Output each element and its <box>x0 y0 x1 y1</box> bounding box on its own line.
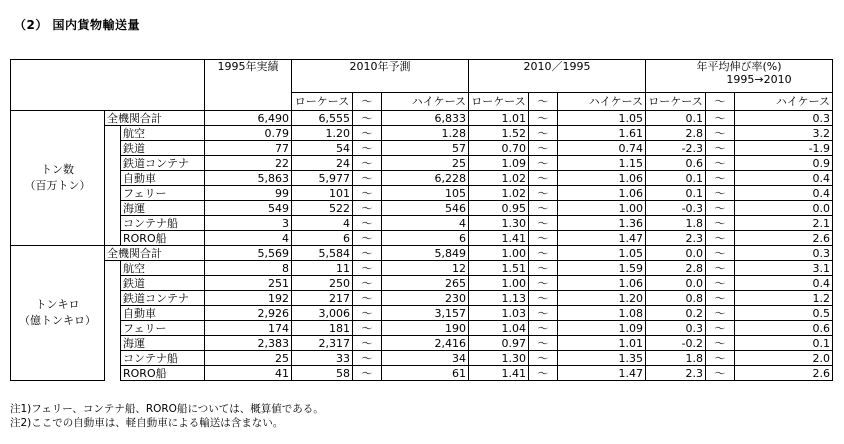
tilde: ～ <box>353 171 382 186</box>
table-row <box>11 321 833 336</box>
tilde: ～ <box>353 111 382 126</box>
mode-name: 全機関合計 <box>105 246 205 261</box>
sub-tilde-2010: ～ <box>353 92 382 110</box>
sub-high-ratio: ハイケース <box>558 92 646 110</box>
value-1995: 549 <box>205 201 292 216</box>
freight-volume-table <box>10 59 833 381</box>
forecast-high: 6,228 <box>382 171 469 186</box>
forecast-low: 181 <box>292 321 353 336</box>
forecast-low: 101 <box>292 186 353 201</box>
growth-low: 2.8 <box>646 126 706 141</box>
value-1995: 192 <box>205 291 292 306</box>
table-row <box>11 366 833 381</box>
tilde: ～ <box>529 366 558 381</box>
tilde: ～ <box>353 186 382 201</box>
ratio-low: 1.03 <box>469 306 529 321</box>
growth-high: 0.5 <box>735 306 833 321</box>
tilde: ～ <box>706 111 735 126</box>
indent-spacer <box>105 126 121 141</box>
header-growth-line2: 1995→2010 <box>726 73 792 86</box>
value-1995: 174 <box>205 321 292 336</box>
growth-low: 0.3 <box>646 321 706 336</box>
forecast-high: 3,157 <box>382 306 469 321</box>
ratio-low: 1.01 <box>469 111 529 126</box>
value-1995: 4 <box>205 231 292 246</box>
indent-spacer <box>105 291 121 306</box>
growth-high: 0.4 <box>735 171 833 186</box>
growth-low: 1.8 <box>646 216 706 231</box>
tilde: ～ <box>529 246 558 261</box>
sub-low-growth: ローケース <box>646 92 706 110</box>
value-1995: 25 <box>205 351 292 366</box>
ratio-low: 1.13 <box>469 291 529 306</box>
header-1995: 1995年実績 <box>205 60 292 111</box>
tilde: ～ <box>353 336 382 351</box>
header-ratio: 2010／1995 <box>469 60 646 93</box>
forecast-high: 6 <box>382 231 469 246</box>
tilde: ～ <box>706 276 735 291</box>
indent-spacer <box>105 351 121 366</box>
forecast-low: 217 <box>292 291 353 306</box>
sub-low-2010: ローケース <box>292 92 353 110</box>
ratio-high: 1.00 <box>558 201 646 216</box>
ratio-low: 1.00 <box>469 246 529 261</box>
ratio-high: 1.06 <box>558 276 646 291</box>
growth-high: 2.1 <box>735 216 833 231</box>
ratio-low: 1.51 <box>469 261 529 276</box>
tilde: ～ <box>706 366 735 381</box>
forecast-high: 12 <box>382 261 469 276</box>
tilde: ～ <box>529 261 558 276</box>
ratio-high: 1.59 <box>558 261 646 276</box>
ratio-low: 1.41 <box>469 231 529 246</box>
value-1995: 2,926 <box>205 306 292 321</box>
ratio-low: 1.09 <box>469 156 529 171</box>
growth-high: 2.6 <box>735 231 833 246</box>
tilde: ～ <box>706 186 735 201</box>
growth-low: 0.1 <box>646 171 706 186</box>
tilde: ～ <box>529 351 558 366</box>
growth-high: 0.3 <box>735 246 833 261</box>
mode-name: 海運 <box>121 336 205 351</box>
table-row <box>11 186 833 201</box>
section-label-line2: （百万トン） <box>24 179 91 192</box>
growth-low: 0.0 <box>646 276 706 291</box>
tilde: ～ <box>353 366 382 381</box>
growth-low: 0.8 <box>646 291 706 306</box>
value-1995: 22 <box>205 156 292 171</box>
tilde: ～ <box>353 156 382 171</box>
indent-spacer <box>105 306 121 321</box>
growth-high: 2.6 <box>735 366 833 381</box>
ratio-low: 1.04 <box>469 321 529 336</box>
forecast-low: 33 <box>292 351 353 366</box>
tilde: ～ <box>529 201 558 216</box>
mode-name: 自動車 <box>121 171 205 186</box>
tilde: ～ <box>353 231 382 246</box>
table-row <box>11 276 833 291</box>
sub-low-ratio: ローケース <box>469 92 529 110</box>
ratio-low: 1.30 <box>469 216 529 231</box>
tilde: ～ <box>706 321 735 336</box>
growth-high: -1.9 <box>735 141 833 156</box>
tilde: ～ <box>529 321 558 336</box>
ratio-high: 1.05 <box>558 246 646 261</box>
indent-spacer <box>105 201 121 216</box>
table-row <box>11 111 833 126</box>
ratio-low: 1.02 <box>469 186 529 201</box>
mode-name: 航空 <box>121 261 205 276</box>
mode-name: 鉄道コンテナ <box>121 156 205 171</box>
growth-low: -0.2 <box>646 336 706 351</box>
forecast-high: 546 <box>382 201 469 216</box>
forecast-low: 6 <box>292 231 353 246</box>
ratio-high: 1.06 <box>558 171 646 186</box>
forecast-high: 5,849 <box>382 246 469 261</box>
table-row <box>11 141 833 156</box>
sub-tilde-growth: ～ <box>706 92 735 110</box>
table-row <box>11 336 833 351</box>
growth-low: 2.3 <box>646 231 706 246</box>
value-1995: 2,383 <box>205 336 292 351</box>
growth-high: 0.6 <box>735 321 833 336</box>
mode-name: RORO船 <box>121 231 205 246</box>
value-1995: 6,490 <box>205 111 292 126</box>
growth-low: -0.3 <box>646 201 706 216</box>
value-1995: 251 <box>205 276 292 291</box>
forecast-low: 5,977 <box>292 171 353 186</box>
tilde: ～ <box>529 336 558 351</box>
indent-spacer <box>105 171 121 186</box>
ratio-high: 1.61 <box>558 126 646 141</box>
forecast-high: 61 <box>382 366 469 381</box>
tilde: ～ <box>529 126 558 141</box>
tilde: ～ <box>529 141 558 156</box>
ratio-high: 0.74 <box>558 141 646 156</box>
mode-name: フェリー <box>121 186 205 201</box>
table-row <box>11 201 833 216</box>
mode-name: 自動車 <box>121 306 205 321</box>
table-row <box>11 306 833 321</box>
header-growth-line1: 年平均伸び率(%) <box>696 60 782 73</box>
page-title: （2） 国内貨物輸送量 <box>14 18 141 32</box>
table-row <box>11 171 833 186</box>
mode-name: 鉄道コンテナ <box>121 291 205 306</box>
forecast-high: 6,833 <box>382 111 469 126</box>
section-label <box>11 111 105 246</box>
indent-spacer <box>105 231 121 246</box>
forecast-low: 3,006 <box>292 306 353 321</box>
tilde: ～ <box>529 186 558 201</box>
tilde: ～ <box>706 231 735 246</box>
tilde: ～ <box>529 306 558 321</box>
forecast-low: 5,584 <box>292 246 353 261</box>
forecast-high: 230 <box>382 291 469 306</box>
mode-name: 鉄道 <box>121 276 205 291</box>
header-blank-cell <box>11 60 205 111</box>
mode-name: 全機関合計 <box>105 111 205 126</box>
table-row <box>11 156 833 171</box>
forecast-low: 24 <box>292 156 353 171</box>
footnotes <box>10 402 324 430</box>
growth-high: 0.4 <box>735 186 833 201</box>
value-1995: 5,863 <box>205 171 292 186</box>
ratio-high: 1.06 <box>558 186 646 201</box>
tilde: ～ <box>706 171 735 186</box>
tilde: ～ <box>353 291 382 306</box>
growth-high: 0.9 <box>735 156 833 171</box>
tilde: ～ <box>529 111 558 126</box>
forecast-high: 105 <box>382 186 469 201</box>
indent-spacer <box>105 141 121 156</box>
growth-low: 0.6 <box>646 156 706 171</box>
forecast-high: 2,416 <box>382 336 469 351</box>
value-1995: 0.79 <box>205 126 292 141</box>
table-row <box>11 291 833 306</box>
tilde: ～ <box>353 306 382 321</box>
sub-tilde-ratio: ～ <box>529 92 558 110</box>
growth-high: 1.2 <box>735 291 833 306</box>
mode-name: コンテナ船 <box>121 216 205 231</box>
section-label-line2: （億トンキロ） <box>19 314 96 327</box>
value-1995: 5,569 <box>205 246 292 261</box>
indent-spacer <box>105 276 121 291</box>
tilde: ～ <box>529 291 558 306</box>
tilde: ～ <box>706 351 735 366</box>
table-row <box>11 216 833 231</box>
value-1995: 99 <box>205 186 292 201</box>
forecast-high: 265 <box>382 276 469 291</box>
forecast-high: 4 <box>382 216 469 231</box>
value-1995: 77 <box>205 141 292 156</box>
forecast-low: 522 <box>292 201 353 216</box>
forecast-high: 1.28 <box>382 126 469 141</box>
tilde: ～ <box>529 231 558 246</box>
ratio-low: 1.30 <box>469 351 529 366</box>
table-row <box>11 351 833 366</box>
tilde: ～ <box>353 261 382 276</box>
forecast-low: 2,317 <box>292 336 353 351</box>
growth-high: 3.1 <box>735 261 833 276</box>
growth-low: 0.1 <box>646 186 706 201</box>
growth-low: 0.1 <box>646 111 706 126</box>
indent-spacer <box>105 261 121 276</box>
header-2010: 2010年予測 <box>292 60 469 93</box>
header-growth <box>646 60 833 93</box>
forecast-low: 54 <box>292 141 353 156</box>
forecast-low: 6,555 <box>292 111 353 126</box>
indent-spacer <box>105 186 121 201</box>
growth-high: 2.0 <box>735 351 833 366</box>
section-label <box>11 246 105 381</box>
tilde: ～ <box>529 216 558 231</box>
tilde: ～ <box>706 141 735 156</box>
indent-spacer <box>105 366 121 381</box>
tilde: ～ <box>706 216 735 231</box>
footnote-1: 注1)フェリー、コンテナ船、RORO船については、概算値である。 <box>10 403 324 415</box>
tilde: ～ <box>706 306 735 321</box>
mode-name: コンテナ船 <box>121 351 205 366</box>
value-1995: 3 <box>205 216 292 231</box>
forecast-low: 250 <box>292 276 353 291</box>
indent-spacer <box>105 156 121 171</box>
section-label-line1: トン数 <box>41 163 74 176</box>
tilde: ～ <box>706 336 735 351</box>
tilde: ～ <box>353 246 382 261</box>
ratio-low: 1.02 <box>469 171 529 186</box>
tilde: ～ <box>353 126 382 141</box>
growth-low: 0.2 <box>646 306 706 321</box>
ratio-high: 1.35 <box>558 351 646 366</box>
growth-low: 0.0 <box>646 246 706 261</box>
tilde: ～ <box>529 156 558 171</box>
tilde: ～ <box>353 276 382 291</box>
forecast-low: 4 <box>292 216 353 231</box>
indent-spacer <box>105 336 121 351</box>
ratio-low: 0.70 <box>469 141 529 156</box>
ratio-high: 1.15 <box>558 156 646 171</box>
section-label-line1: トンキロ <box>35 298 80 311</box>
tilde: ～ <box>706 291 735 306</box>
mode-name: 航空 <box>121 126 205 141</box>
sub-high-growth: ハイケース <box>735 92 833 110</box>
growth-high: 0.1 <box>735 336 833 351</box>
table-row <box>11 231 833 246</box>
tilde: ～ <box>353 351 382 366</box>
ratio-high: 1.08 <box>558 306 646 321</box>
table-row <box>11 261 833 276</box>
tilde: ～ <box>353 321 382 336</box>
growth-low: 2.8 <box>646 261 706 276</box>
sub-high-2010: ハイケース <box>382 92 469 110</box>
forecast-high: 34 <box>382 351 469 366</box>
tilde: ～ <box>529 171 558 186</box>
ratio-low: 0.95 <box>469 201 529 216</box>
growth-low: 1.8 <box>646 351 706 366</box>
mode-name: RORO船 <box>121 366 205 381</box>
ratio-low: 1.52 <box>469 126 529 141</box>
ratio-low: 0.97 <box>469 336 529 351</box>
mode-name: 鉄道 <box>121 141 205 156</box>
growth-high: 0.3 <box>735 111 833 126</box>
ratio-high: 1.09 <box>558 321 646 336</box>
forecast-low: 1.20 <box>292 126 353 141</box>
growth-low: -2.3 <box>646 141 706 156</box>
indent-spacer <box>105 321 121 336</box>
growth-low: 2.3 <box>646 366 706 381</box>
growth-high: 0.0 <box>735 201 833 216</box>
mode-name: フェリー <box>121 321 205 336</box>
forecast-low: 58 <box>292 366 353 381</box>
tilde: ～ <box>706 246 735 261</box>
ratio-low: 1.00 <box>469 276 529 291</box>
ratio-low: 1.41 <box>469 366 529 381</box>
ratio-high: 1.01 <box>558 336 646 351</box>
value-1995: 41 <box>205 366 292 381</box>
growth-high: 3.2 <box>735 126 833 141</box>
ratio-high: 1.47 <box>558 366 646 381</box>
tilde: ～ <box>706 156 735 171</box>
table-row <box>11 126 833 141</box>
footnote-2: 注2)ここでの自動車は、軽自動車による輸送は含まない。 <box>10 417 284 429</box>
ratio-high: 1.05 <box>558 111 646 126</box>
ratio-high: 1.20 <box>558 291 646 306</box>
forecast-high: 57 <box>382 141 469 156</box>
ratio-high: 1.47 <box>558 231 646 246</box>
forecast-low: 11 <box>292 261 353 276</box>
forecast-high: 190 <box>382 321 469 336</box>
tilde: ～ <box>353 216 382 231</box>
tilde: ～ <box>706 261 735 276</box>
table-row <box>11 246 833 261</box>
mode-name: 海運 <box>121 201 205 216</box>
ratio-high: 1.36 <box>558 216 646 231</box>
tilde: ～ <box>706 126 735 141</box>
tilde: ～ <box>529 276 558 291</box>
value-1995: 8 <box>205 261 292 276</box>
tilde: ～ <box>353 201 382 216</box>
tilde: ～ <box>706 201 735 216</box>
growth-high: 0.4 <box>735 276 833 291</box>
indent-spacer <box>105 216 121 231</box>
forecast-high: 25 <box>382 156 469 171</box>
header-row-top <box>11 60 833 93</box>
tilde: ～ <box>353 141 382 156</box>
